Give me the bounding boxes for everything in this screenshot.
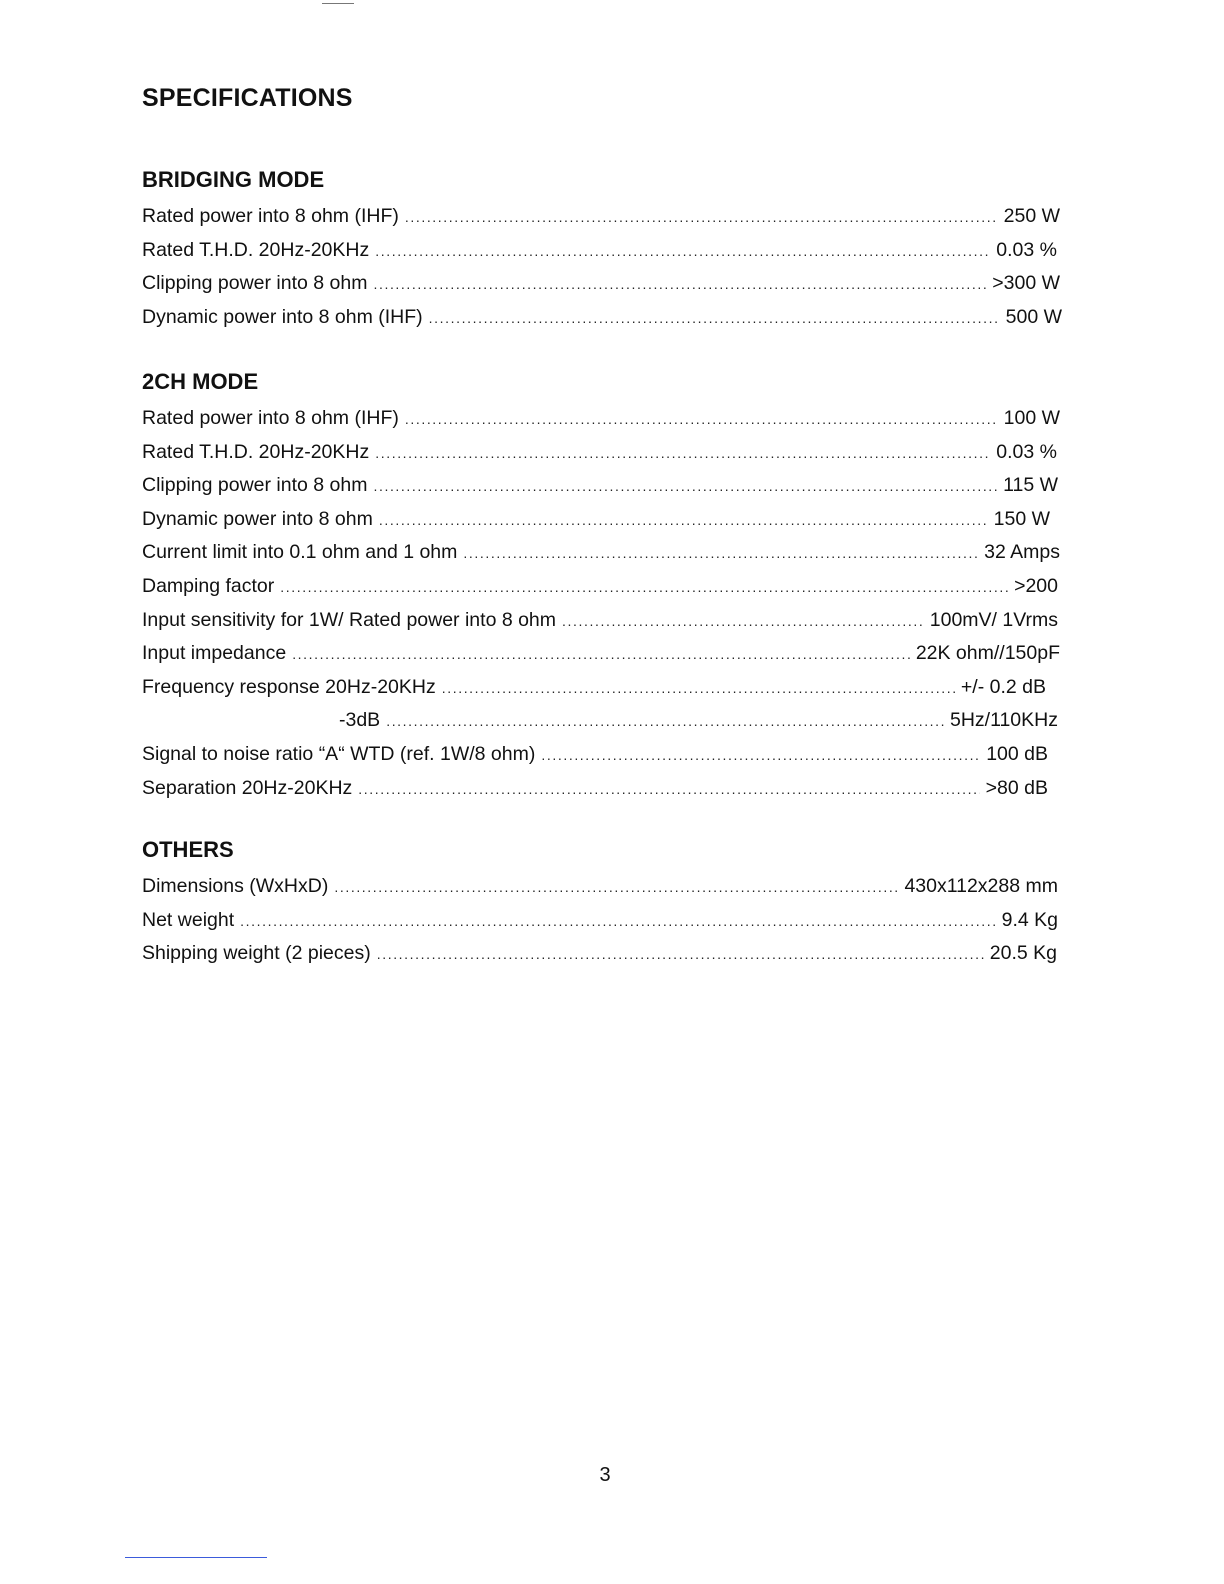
spec-label: Damping factor (142, 574, 275, 597)
dot-leader (375, 437, 990, 471)
spec-value: 100mV/ 1Vrms (929, 608, 1058, 631)
spec-row (142, 704, 1062, 738)
footer-rule (125, 1557, 267, 1558)
spec-label: Current limit into 0.1 ohm and 1 ohm (142, 541, 458, 564)
spec-value: 9.4 Kg (1001, 908, 1058, 931)
spec-value: +/- 0.2 dB (960, 675, 1046, 698)
spec-label: Input impedance (142, 642, 287, 665)
spec-row (142, 200, 1062, 234)
spec-label: Input sensitivity for 1W/ Rated power into 8 ohm (142, 608, 557, 631)
dot-leader (280, 571, 1008, 605)
spec-value: 5Hz/110KHz (949, 709, 1058, 732)
dot-leader (541, 739, 980, 773)
dot-leader (334, 871, 898, 905)
spec-label: Net weight (142, 908, 235, 931)
spec-value: 500 W (1005, 305, 1062, 328)
spec-value: 22K ohm//150pF (915, 642, 1060, 665)
spec-row (142, 738, 1062, 772)
spec-value: 32 Amps (984, 541, 1060, 564)
spec-value: 100 W (1003, 407, 1060, 429)
dot-leader (358, 773, 979, 807)
spec-label: Separation 20Hz-20KHz (142, 776, 353, 799)
spec-value: 20.5 Kg (989, 942, 1057, 965)
spec-row (142, 904, 1062, 938)
spec-value: 430x112x288 mm (904, 875, 1058, 897)
spec-label: Rated power into 8 ohm (IHF) (142, 205, 399, 227)
section-heading: OTHERS (142, 837, 234, 862)
spec-value: 115 W (1003, 474, 1058, 497)
others-section (142, 836, 1062, 971)
spec-row (142, 436, 1062, 470)
spec-row (142, 637, 1062, 671)
spec-row (142, 469, 1062, 503)
dot-leader (463, 537, 978, 571)
section-heading: 2CH MODE (142, 369, 259, 394)
spec-row (142, 402, 1062, 436)
spec-value: 250 W (1003, 205, 1060, 227)
spec-label: Signal to noise ratio “A“ WTD (ref. 1W/8 ohm) (142, 742, 536, 765)
spec-row (142, 570, 1062, 604)
spec-row (142, 604, 1062, 638)
spec-value: 100 dB (986, 742, 1048, 765)
page-title: SPECIFICATIONS (142, 84, 353, 112)
section-heading: BRIDGING MODE (142, 167, 325, 192)
spec-value: 0.03 % (996, 238, 1057, 261)
spec-label: Shipping weight (2 pieces) (142, 942, 371, 965)
page-number: 3 (599, 1464, 611, 1486)
dot-leader (405, 201, 998, 235)
spec-row (142, 536, 1062, 570)
dot-leader (373, 470, 997, 504)
spec-value: 0.03 % (996, 440, 1057, 463)
spec-row (142, 772, 1062, 806)
dot-leader (292, 638, 910, 672)
spec-row (142, 870, 1062, 904)
scan-mark (322, 0, 354, 4)
spec-value: >200 (1014, 574, 1058, 597)
spec-row (142, 234, 1062, 268)
2ch-mode-section (142, 368, 1062, 805)
spec-value: >300 W (992, 272, 1060, 295)
spec-label: Dynamic power into 8 ohm (142, 507, 373, 530)
dot-leader (562, 605, 924, 639)
spec-row (142, 301, 1062, 335)
spec-label: Rated power into 8 ohm (IHF) (142, 407, 399, 429)
spec-label: Dimensions (WxHxD) (142, 875, 329, 897)
dot-leader (429, 302, 1000, 336)
bridging-mode-section (142, 166, 1062, 334)
spec-row (142, 671, 1062, 705)
spec-label: Dynamic power into 8 ohm (IHF) (142, 305, 423, 328)
spec-row (142, 503, 1062, 537)
dot-leader (373, 268, 986, 302)
spec-label: Clipping power into 8 ohm (142, 474, 368, 497)
spec-label: Clipping power into 8 ohm (142, 272, 368, 295)
spec-row (142, 267, 1062, 301)
dot-leader (379, 504, 988, 538)
dot-leader (375, 235, 990, 269)
dot-leader (377, 938, 984, 972)
spec-value: 150 W (993, 507, 1050, 530)
spec-row (142, 937, 1062, 971)
spec-value: >80 dB (985, 776, 1048, 799)
dot-leader (386, 705, 944, 739)
spec-label: Frequency response 20Hz-20KHz (142, 675, 436, 698)
dot-leader (442, 672, 955, 706)
spec-label: Rated T.H.D. 20Hz-20KHz (142, 440, 370, 463)
dot-leader (405, 403, 998, 437)
spec-label: -3dB (339, 709, 381, 732)
spec-label: Rated T.H.D. 20Hz-20KHz (142, 238, 370, 261)
dot-leader (240, 905, 995, 939)
